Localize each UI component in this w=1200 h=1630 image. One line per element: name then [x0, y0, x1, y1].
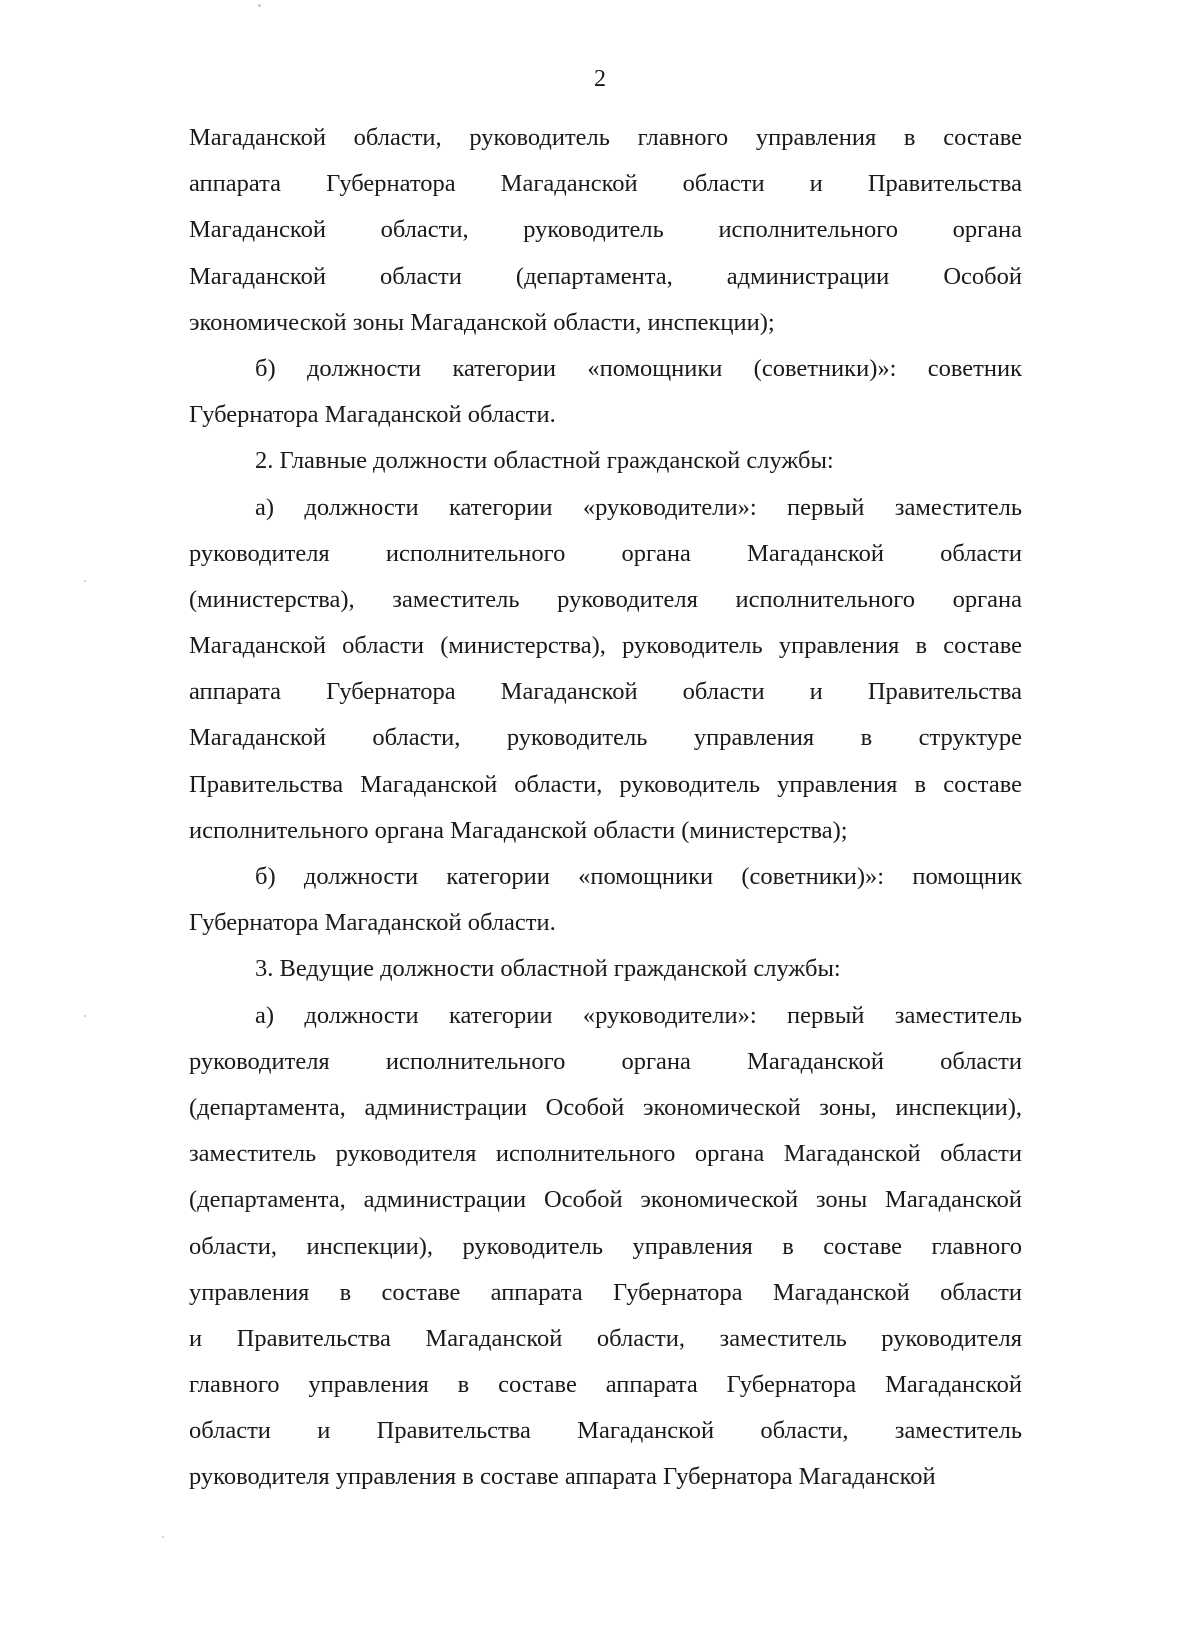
text-line: Магаданской области, руководитель исполнительного органа [189, 216, 1022, 244]
text-line: главного управления в составе аппарата Губернатора Магаданской [189, 1371, 1022, 1399]
text-line: 3. Ведущие должности областной гражданской службы: [255, 955, 841, 983]
text-line: исполнительного органа Магаданской области (министерства); [189, 816, 848, 844]
scan-dot [84, 580, 86, 582]
paragraph [189, 346, 1022, 438]
text-line: Губернатора Магаданской области. [189, 401, 556, 429]
text-line: области и Правительства Магаданской области, заместитель [189, 1417, 1022, 1445]
text-line: и Правительства Магаданской области, заместитель руководителя [189, 1324, 1022, 1352]
scan-dot [258, 4, 261, 7]
text-line: (департамента, администрации Особой экономической зоны, инспекции), [189, 1093, 1022, 1121]
text-line: руководителя исполнительного органа Магаданской области [189, 539, 1022, 567]
text-line: управления в составе аппарата Губернатора Магаданской области [189, 1278, 1022, 1306]
paragraph [189, 485, 1022, 855]
document-body [189, 115, 1022, 1501]
text-line: Магаданской области, руководитель управления в структуре [189, 724, 1022, 752]
paragraph [189, 993, 1022, 1501]
text-line: Губернатора Магаданской области. [189, 909, 556, 937]
text-line: аппарата Губернатора Магаданской области и Правительства [189, 170, 1022, 198]
text-line: б) должности категории «помощники (советники)»: помощник [255, 863, 1022, 890]
text-line: б) должности категории «помощники (советники)»: советник [255, 354, 1022, 382]
page-number: 2 [594, 66, 606, 92]
text-line: Магаданской области (министерства), руководитель управления в составе [189, 632, 1022, 660]
text-line: Правительства Магаданской области, руководитель управления в составе [189, 770, 1022, 798]
text-line: (министерства), заместитель руководителя исполнительного органа [189, 585, 1022, 613]
text-line: 2. Главные должности областной гражданской службы: [255, 447, 834, 475]
text-line: Магаданской области, руководитель главного управления в составе [189, 124, 1022, 151]
text-line: заместитель руководителя исполнительного органа Магаданской области [189, 1140, 1022, 1168]
text-line: (департамента, администрации Особой экономической зоны Магаданской [189, 1186, 1022, 1214]
text-line: аппарата Губернатора Магаданской области и Правительства [189, 678, 1022, 706]
paragraph [189, 438, 1022, 484]
text-line: а) должности категории «руководители»: первый заместитель [255, 493, 1022, 521]
scan-dot [162, 1536, 164, 1538]
text-line: Магаданской области (департамента, администрации Особой [189, 262, 1022, 290]
text-line: руководителя управления в составе аппарата Губернатора Магаданской [189, 1463, 936, 1491]
text-line: экономической зоны Магаданской области, инспекции); [189, 308, 775, 336]
paragraph [189, 946, 1022, 992]
text-line: руководителя исполнительного органа Магаданской области [189, 1047, 1022, 1075]
text-line: а) должности категории «руководители»: первый заместитель [255, 1001, 1022, 1029]
paragraph [189, 854, 1022, 946]
scan-dot [84, 1015, 86, 1017]
text-line: области, инспекции), руководитель управления в составе главного [189, 1232, 1022, 1260]
paragraph [189, 115, 1022, 346]
